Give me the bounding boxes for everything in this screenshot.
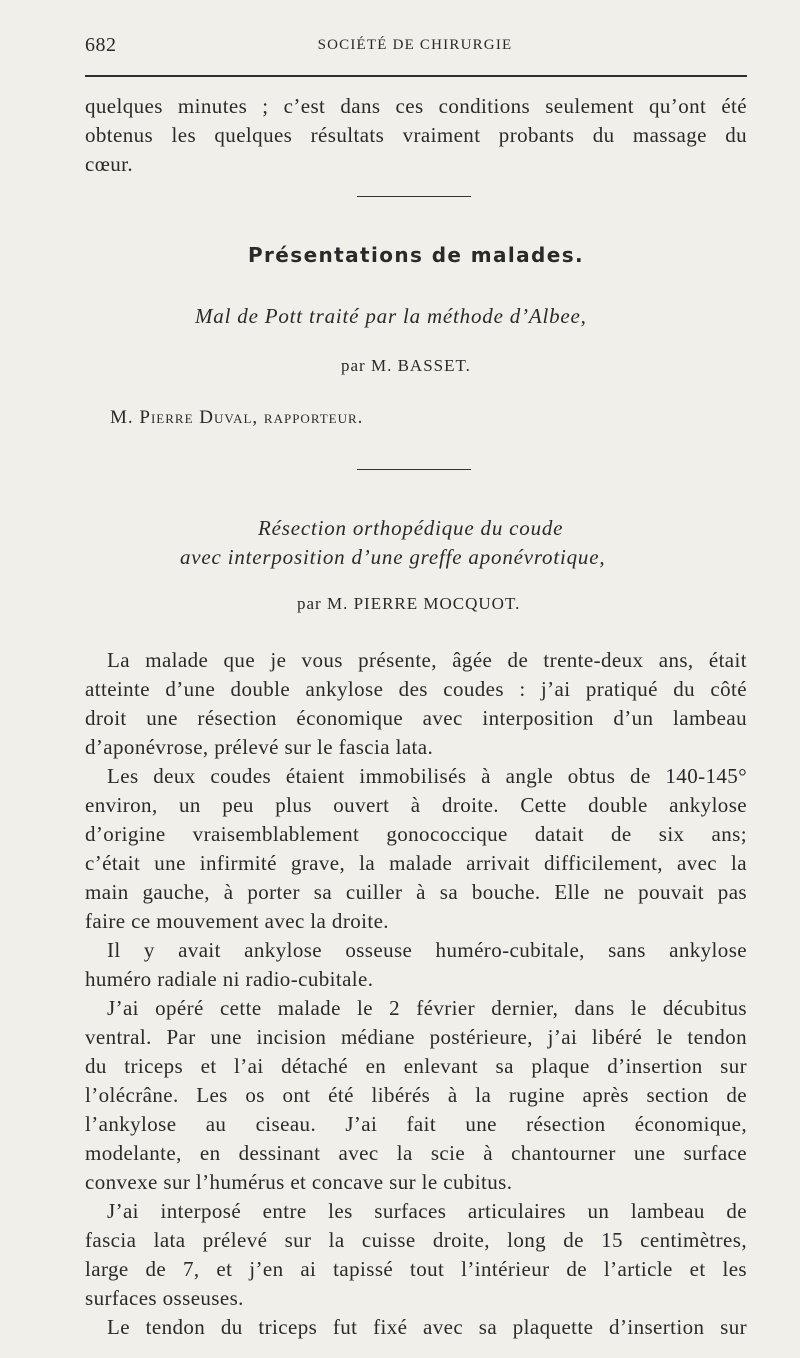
running-title: SOCIÉTÉ DE CHIRURGIE <box>317 37 513 53</box>
rapporteur-line: M. Pierre Duval, rapporteur. <box>110 407 364 428</box>
text-line: obtenus les quelques résultats vraiment probants du massage du <box>85 123 747 147</box>
page-number: 682 <box>85 34 117 56</box>
text-line: atteinte d’une double ankylose des coudes : j’ai pratiqué du côté <box>85 677 747 701</box>
header-rule <box>85 75 747 77</box>
paragraph <box>85 646 747 762</box>
text-line: modelante, en dessinant avec la scie à chantourner une surface <box>85 1141 747 1165</box>
text-line: quelques minutes ; c’est dans ces conditions seulement qu’ont été <box>85 94 747 118</box>
text-line: d’aponévrose, prélevé sur le fascia lata. <box>85 735 434 759</box>
text-line: droit une résection économique avec interposition d’un lambeau <box>85 706 747 730</box>
text-line: convexe sur l’humérus et concave sur le cubitus. <box>85 1170 513 1194</box>
paragraph <box>85 1313 747 1342</box>
presentation-title-line2: avec interposition d’une greffe aponévrotique, <box>180 545 606 569</box>
separator-rule <box>357 469 471 470</box>
text-line: faire ce mouvement avec la droite. <box>85 909 389 933</box>
body-text <box>85 646 747 1342</box>
separator-rule <box>357 196 471 197</box>
presentation-author: par M. PIERRE MOCQUOT. <box>297 594 521 613</box>
text-line: Il y avait ankylose osseuse huméro-cubitale, sans ankylose <box>107 938 747 962</box>
page-header <box>85 34 745 60</box>
text-line: du triceps et l’ai détaché en enlevant sa plaque d’insertion sur <box>85 1054 747 1078</box>
text-line: environ, un peu plus ouvert à droite. Cette double ankylose <box>85 793 747 817</box>
text-line: l’ankylose au ciseau. J’ai fait une résection économique, <box>85 1112 747 1136</box>
text-line: J’ai interposé entre les surfaces articulaires un lambeau de <box>107 1199 747 1223</box>
intro-paragraph <box>85 92 747 179</box>
paragraph <box>85 994 747 1197</box>
text-line: cœur. <box>85 152 134 176</box>
section-title: Présentations de malades. <box>247 243 585 267</box>
text-line: l’olécrâne. Les os ont été libérés à la rugine après section de <box>85 1083 747 1107</box>
text-line: c’était une infirmité grave, la malade arrivait difficilement, avec la <box>85 851 747 875</box>
text-line: large de 7, et j’en ai tapissé tout l’intérieur de l’article et les <box>85 1257 747 1281</box>
text-line: main gauche, à porter sa cuiller à sa bouche. Elle ne pouvait pas <box>85 880 747 904</box>
paragraph <box>85 762 747 936</box>
text-line: fascia lata prélevé sur la cuisse droite, long de 15 centimètres, <box>85 1228 747 1252</box>
text-line: La malade que je vous présente, âgée de trente-deux ans, était <box>107 648 747 672</box>
text-line: d’origine vraisemblablement gonococcique datait de six ans; <box>85 822 747 846</box>
presentation-author: par M. BASSET. <box>341 356 471 375</box>
paragraph <box>85 1197 747 1313</box>
text-line: J’ai opéré cette malade le 2 février dernier, dans le décubitus <box>107 996 747 1020</box>
text-line: surfaces osseuses. <box>85 1286 244 1310</box>
presentation-title: Mal de Pott traité par la méthode d’Albee, <box>195 304 587 328</box>
text-line: huméro radiale ni radio-cubitale. <box>85 967 374 991</box>
presentation-title-line1: Résection orthopédique du coude <box>258 516 564 540</box>
text-line: Les deux coudes étaient immobilisés à angle obtus de 140-145° <box>107 764 747 788</box>
paragraph <box>85 936 747 994</box>
text-line: ventral. Par une incision médiane postérieure, j’ai libéré le tendon <box>85 1025 747 1049</box>
text-line: Le tendon du triceps fut fixé avec sa plaquette d’insertion sur <box>107 1315 747 1339</box>
